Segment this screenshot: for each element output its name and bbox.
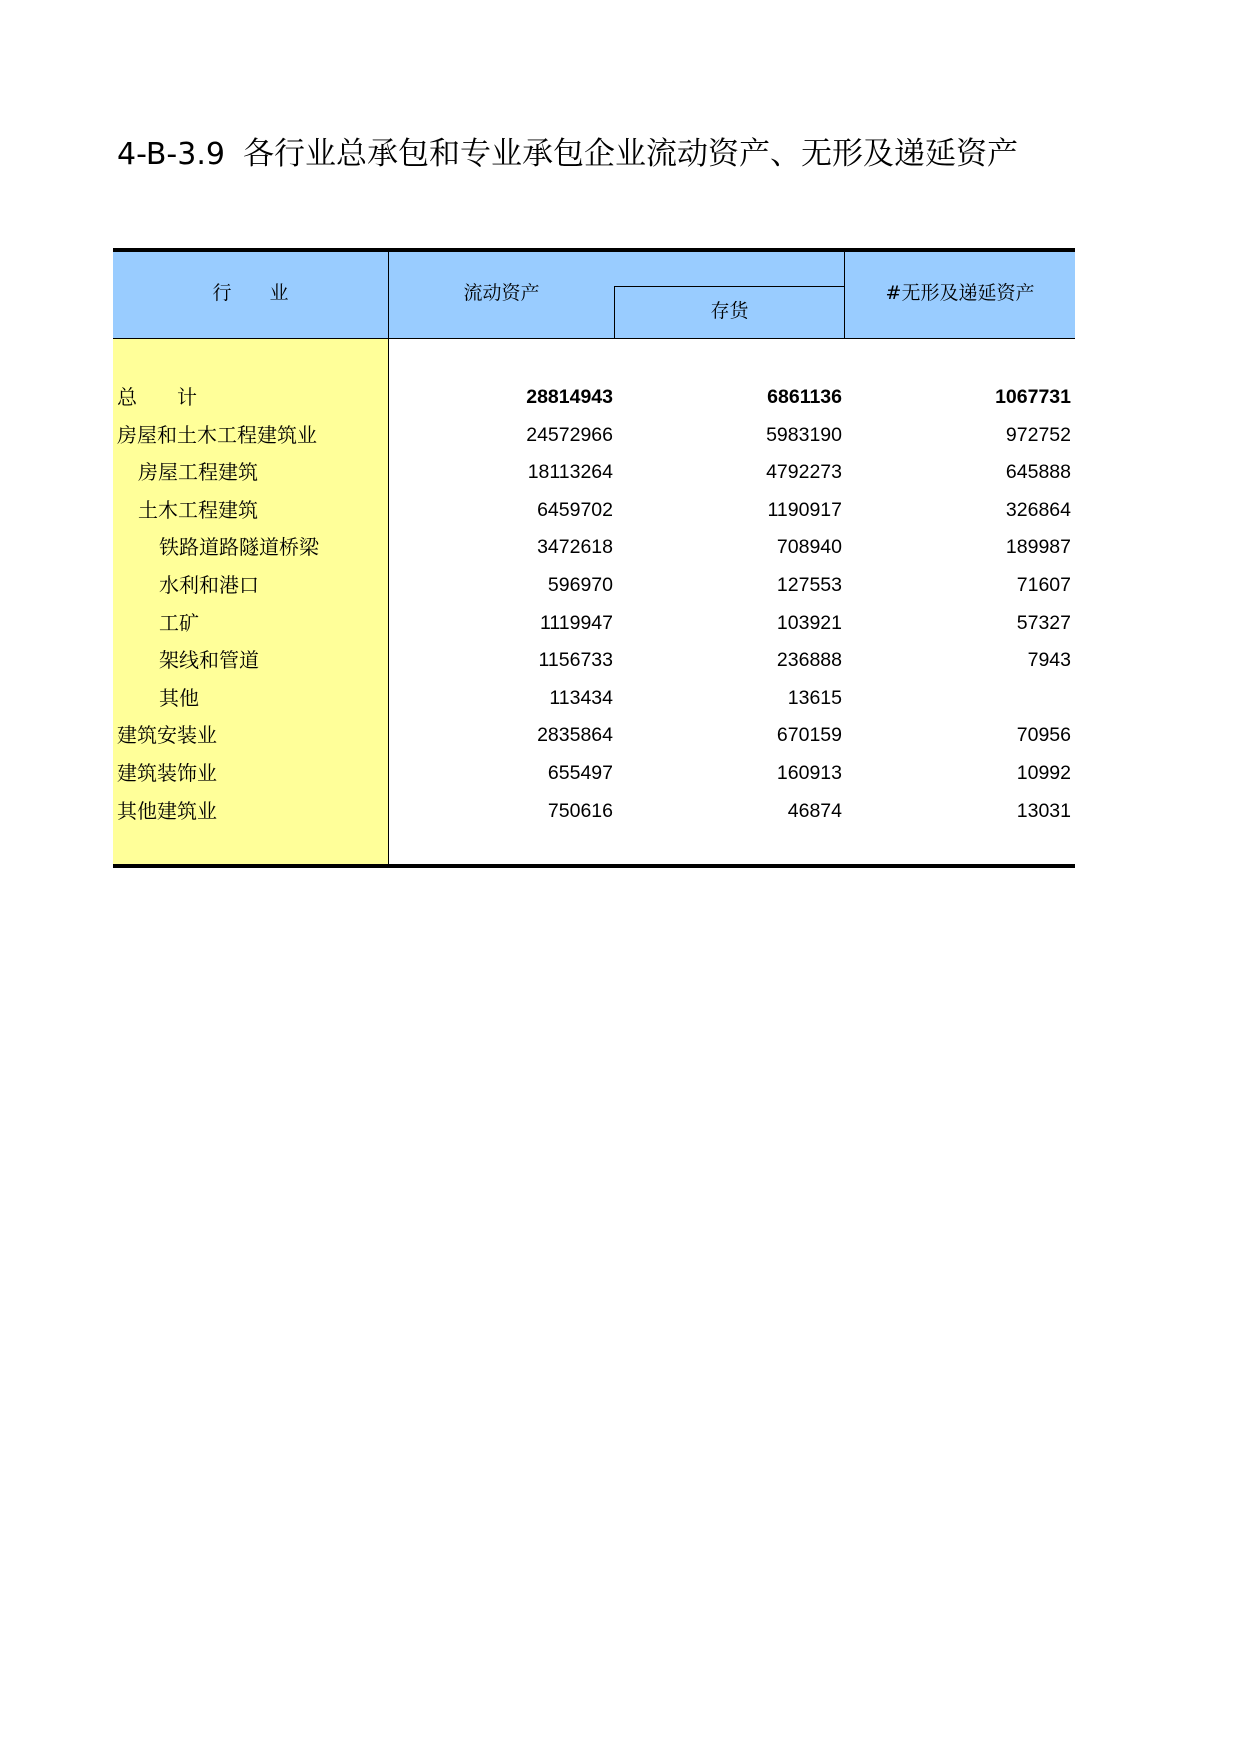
cell-current-assets: 28814943 (526, 386, 613, 408)
table-row (113, 793, 1075, 831)
cell-current-assets: 24572966 (526, 423, 613, 446)
cell-intangible (842, 680, 1071, 718)
cell-intangible: 189987 (1005, 536, 1071, 559)
row-industry-label: 水利和港口 (159, 572, 259, 597)
row-industry-label: 建筑装饰业 (117, 760, 217, 785)
cell-inventory: 127553 (776, 573, 842, 596)
cell-inventory: 4792273 (766, 461, 842, 484)
table-row (113, 605, 1075, 643)
row-industry-label: 房屋工程建筑 (138, 460, 258, 485)
table-row (113, 717, 1075, 755)
table-title-text: 各行业总承包和专业承包企业流动资产、无形及递延资产 (242, 136, 1018, 172)
row-industry-label: 房屋和土木工程建筑业 (117, 422, 317, 447)
cell-inventory: 13615 (787, 686, 842, 709)
cell-inventory: 1190917 (767, 498, 842, 521)
cell-intangible: 7943 (1027, 649, 1071, 672)
cell-current-assets: 655497 (547, 761, 613, 784)
table-body (113, 379, 1075, 830)
inventory-header-top-border (614, 286, 844, 287)
table-code: 4-B-3.9 (117, 137, 225, 172)
row-industry-label: 总 计 (117, 385, 197, 409)
cell-intangible: 326864 (1005, 498, 1071, 521)
cell-current-assets: 18113264 (527, 461, 613, 484)
table-top-rule (113, 248, 1075, 252)
cell-current-assets: 3472618 (537, 536, 613, 559)
header-inventory: 存货 (710, 300, 749, 322)
cell-intangible: 1067731 (995, 386, 1071, 408)
cell-inventory: 236888 (776, 649, 842, 672)
data-table (113, 248, 1075, 868)
row-industry-label: 其他建筑业 (117, 798, 217, 823)
header-bottom-border (113, 338, 1075, 339)
table-row (113, 379, 1075, 417)
row-industry-label: 工矿 (159, 610, 199, 635)
table-row (113, 755, 1075, 793)
cell-inventory: 708940 (776, 536, 842, 559)
header-intangible: #无形及递延资产 (885, 282, 1035, 304)
table-row (113, 417, 1075, 455)
table-bottom-rule (113, 864, 1075, 868)
cell-inventory: 670159 (776, 724, 842, 747)
table-title (117, 128, 1072, 174)
row-industry-label: 其他 (159, 685, 199, 710)
table-row (113, 567, 1075, 605)
cell-current-assets: 1119947 (539, 611, 613, 634)
table-row (113, 454, 1075, 492)
cell-intangible: 645888 (1005, 461, 1071, 484)
cell-inventory: 5983190 (766, 423, 842, 446)
cell-intangible: 57327 (1016, 611, 1071, 634)
row-industry-label: 土木工程建筑 (138, 497, 258, 522)
cell-intangible: 70956 (1016, 724, 1071, 747)
cell-current-assets: 750616 (547, 799, 613, 822)
cell-intangible: 972752 (1005, 423, 1071, 446)
table-row (113, 680, 1075, 718)
row-industry-label: 架线和管道 (159, 648, 259, 673)
cell-intangible: 13031 (1016, 799, 1071, 822)
cell-inventory: 6861136 (767, 386, 842, 408)
table-row (113, 529, 1075, 567)
cell-current-assets: 6459702 (537, 498, 613, 521)
cell-current-assets: 2835864 (537, 724, 613, 747)
row-industry-label: 建筑安装业 (117, 723, 217, 748)
table-row (113, 492, 1075, 530)
header-current-assets: 流动资产 (463, 282, 540, 304)
cell-intangible: 71607 (1016, 573, 1071, 596)
cell-inventory: 46874 (787, 799, 842, 822)
cell-current-assets: 1156733 (538, 649, 613, 672)
cell-current-assets: 596970 (547, 573, 613, 596)
header-industry: 行 业 (212, 282, 289, 304)
cell-intangible: 10992 (1016, 761, 1071, 784)
cell-current-assets: 113434 (549, 686, 613, 709)
cell-inventory: 103921 (776, 611, 842, 634)
cell-inventory: 160913 (776, 761, 842, 784)
row-industry-label: 铁路道路隧道桥梁 (159, 535, 319, 560)
table-row (113, 642, 1075, 680)
